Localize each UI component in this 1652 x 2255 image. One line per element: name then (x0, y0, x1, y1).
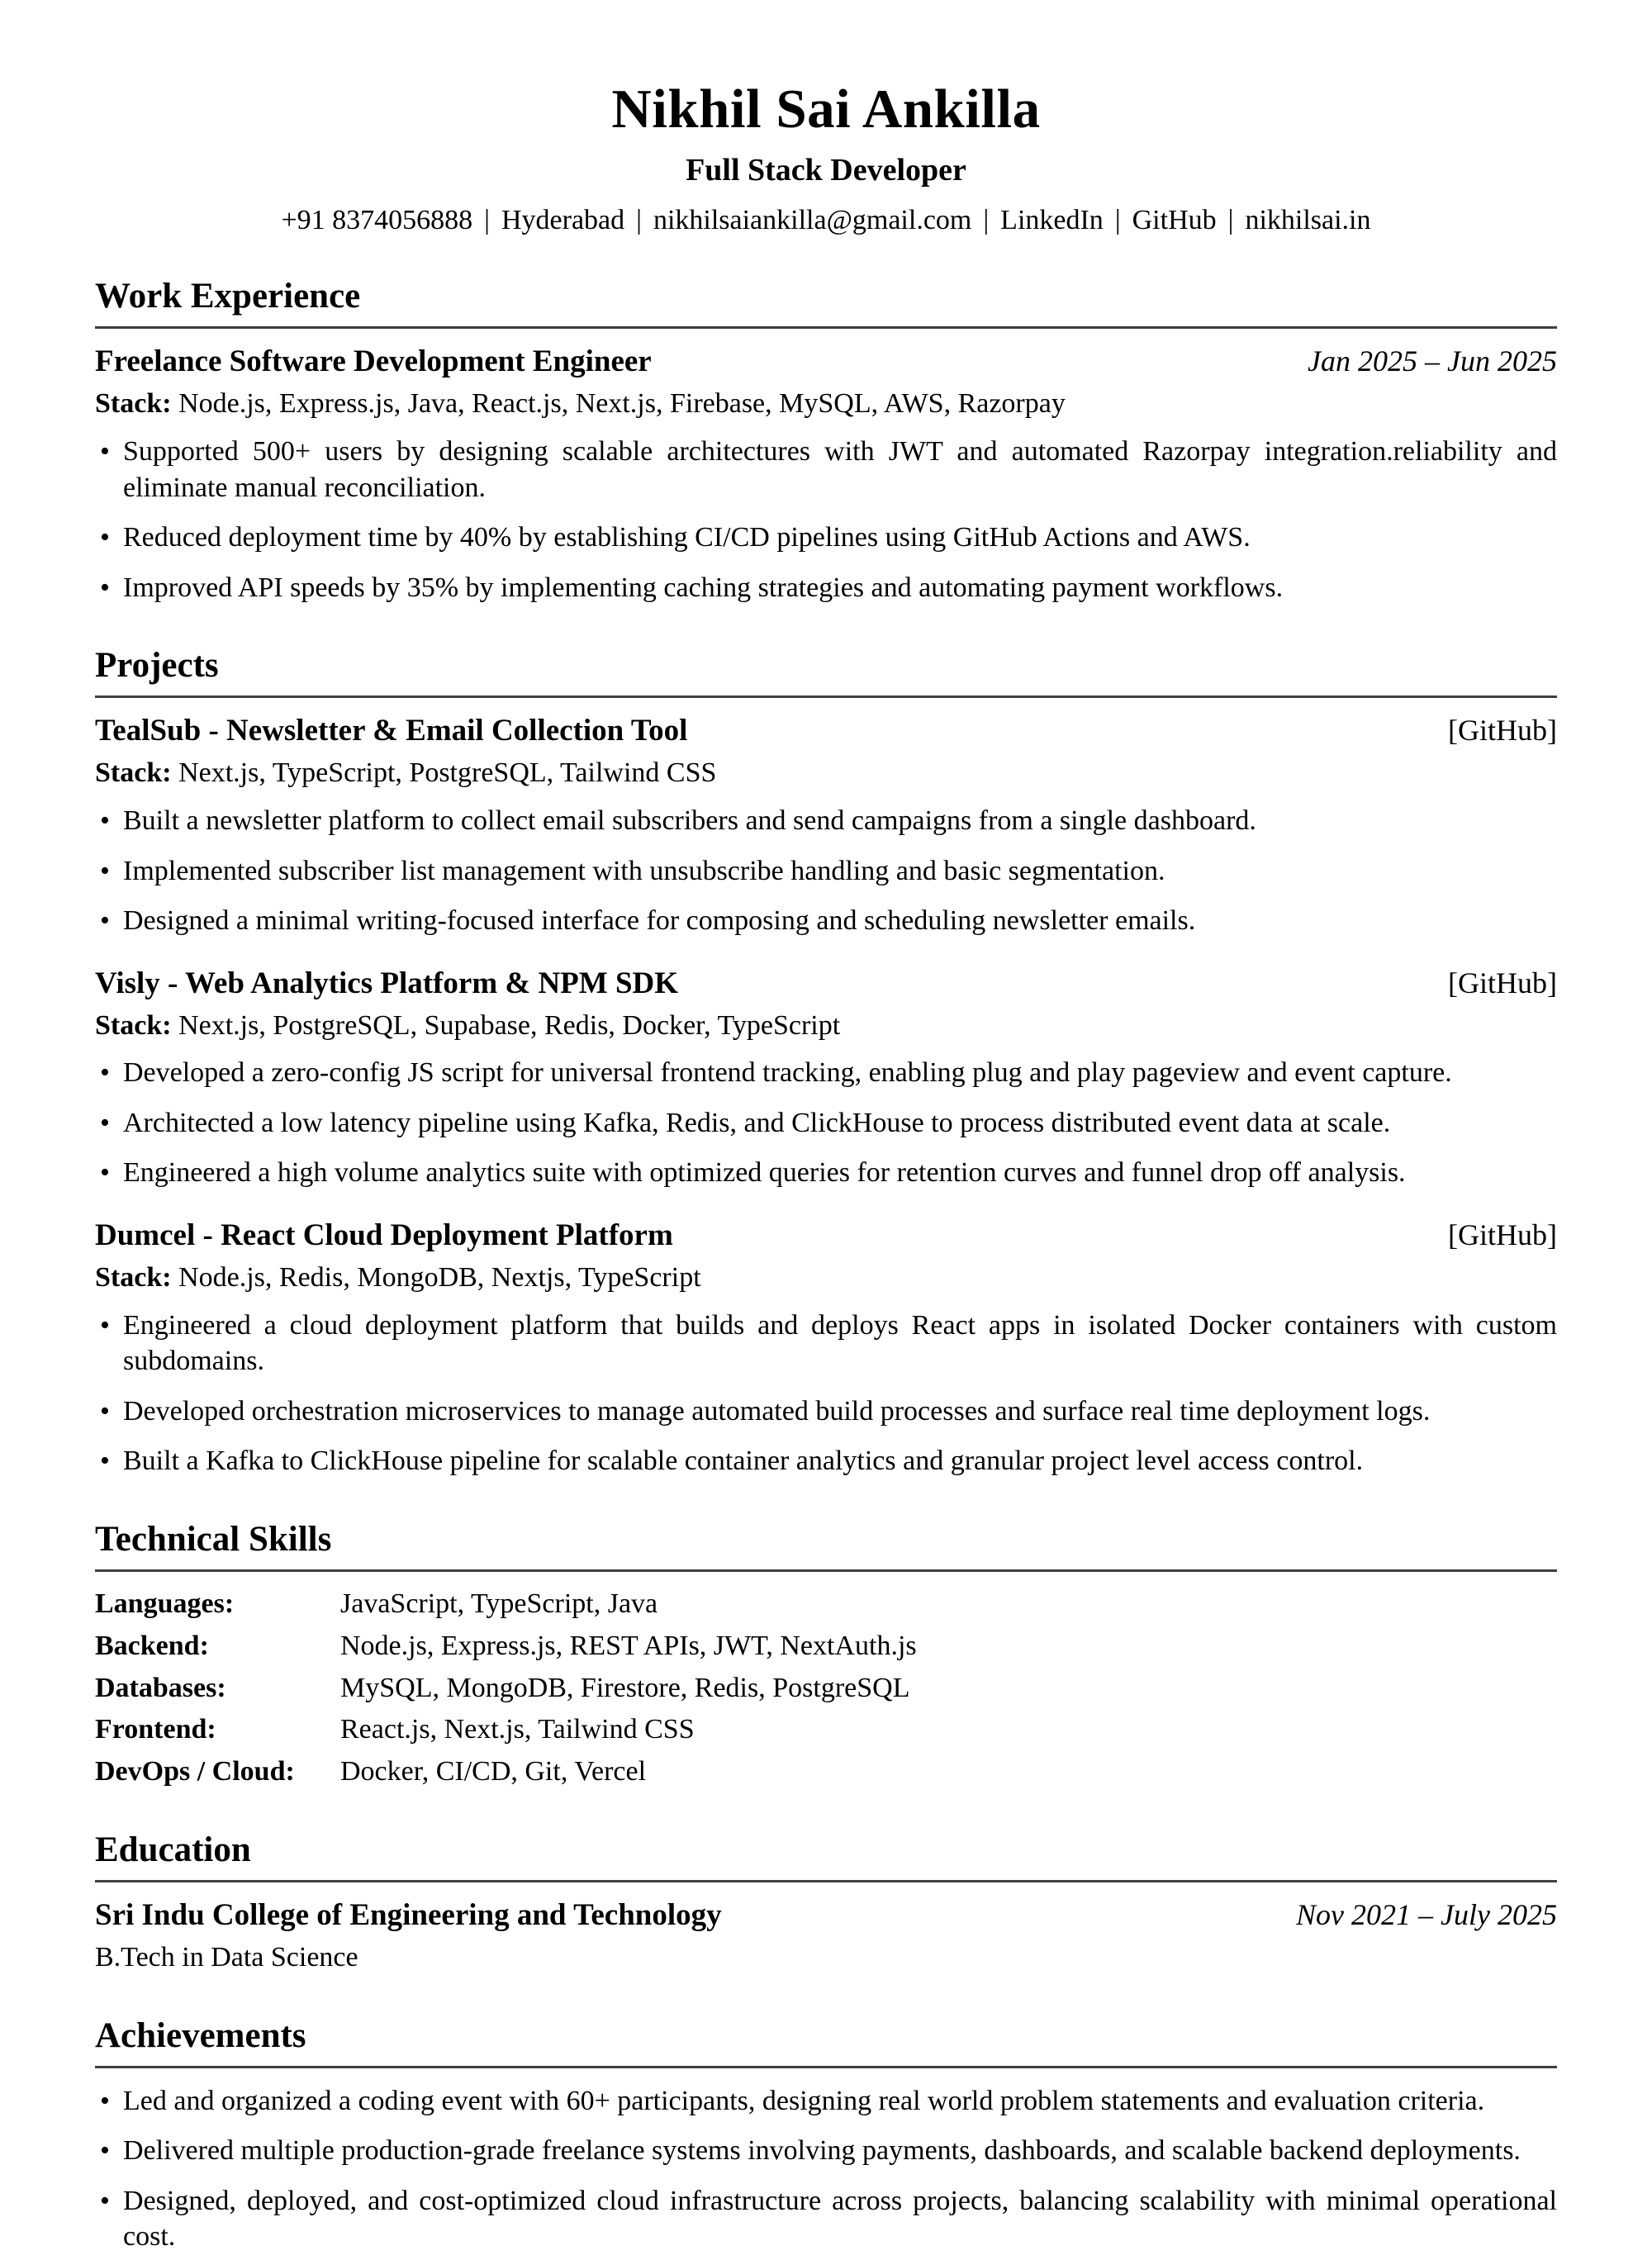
achievement-item: • Designed, deployed, and cost-optimized cloud infrastructure across projects, balancing scalability with minimal operational cost. (95, 2183, 1557, 2255)
skill-label: Backend: (95, 1630, 209, 1661)
contact-separator: | (1114, 205, 1121, 236)
degree: B.Tech in Data Science (95, 1942, 358, 1973)
resume-header (95, 79, 1557, 236)
education-entry (95, 1897, 1557, 1976)
project-github-link[interactable]: [GitHub] (1448, 966, 1557, 999)
project-title: TealSub - Newsletter & Email Collection Tool (95, 714, 688, 748)
job-entry (95, 344, 1557, 605)
project-bullet-item: • Built a newsletter platform to collect email subscribers and send campaigns from a single dashboard. (95, 803, 1557, 839)
job-bullet-item: • Reduced deployment time by 40% by establishing CI/CD pipelines using GitHub Actions and AWS. (95, 520, 1557, 556)
job-bullet-item: • Improved API speeds by 35% by implementing caching strategies and automating payment workflows. (95, 570, 1557, 606)
projects-section-heading: Projects (95, 646, 219, 686)
job-date: Jan 2025 – Jun 2025 (1308, 344, 1557, 378)
contact-separator: | (636, 205, 642, 236)
project-entry-tealsub (95, 713, 1557, 938)
contact-line (95, 205, 1557, 236)
achievements-section-heading: Achievements (95, 2015, 306, 2055)
work-section-heading: Work Experience (95, 277, 361, 316)
skills-table (95, 1587, 1557, 1790)
skills-section-heading: Technical Skills (95, 1519, 332, 1559)
skill-value: JavaScript, TypeScript, Java (340, 1588, 658, 1619)
project-entry-dumcel (95, 1218, 1557, 1479)
skill-label: Databases: (95, 1672, 226, 1703)
section-rule (95, 695, 1557, 698)
stack-value: Next.js, TypeScript, PostgreSQL, Tailwind CSS (178, 757, 717, 789)
project-bullet-item: • Architected a low latency pipeline using Kafka, Redis, and ClickHouse to process distributed event data at scale. (95, 1105, 1557, 1142)
skill-label: DevOps / Cloud: (95, 1756, 295, 1787)
contact-linkedin-link[interactable]: LinkedIn (1000, 205, 1104, 236)
project-bullet-item: • Engineered a cloud deployment platform that builds and deploys React apps in isolated Docker containers with custom subdomains. (95, 1308, 1557, 1379)
skill-value: Node.js, Express.js, REST APIs, JWT, NextAuth.js (340, 1630, 917, 1661)
contact-phone: +91 8374056888 (281, 205, 473, 236)
project-bullet-item: • Developed a zero-config JS script for universal frontend tracking, enabling plug and play pageview and event capture. (95, 1055, 1557, 1091)
project-bullet-item: • Engineered a high volume analytics suite with optimized queries for retention curves and funnel drop off analysis. (95, 1155, 1557, 1191)
stack-label: Stack: (95, 1009, 172, 1041)
stack-value: Next.js, PostgreSQL, Supabase, Redis, Docker, TypeScript (178, 1009, 841, 1041)
contact-separator: | (983, 205, 990, 236)
school-name: Sri Indu College of Engineering and Technology (95, 1898, 722, 1933)
skill-label: Frontend: (95, 1714, 216, 1745)
stack-label: Stack: (95, 1262, 172, 1293)
contact-separator: | (484, 205, 490, 236)
project-github-link[interactable]: [GitHub] (1448, 714, 1557, 748)
project-github-link[interactable]: [GitHub] (1448, 1218, 1557, 1251)
contact-separator: | (1227, 205, 1234, 236)
section-rule (95, 1569, 1557, 1572)
project-stack-line (95, 1009, 1557, 1044)
stack-label: Stack: (95, 757, 172, 789)
project-bullet-list (95, 1308, 1557, 1479)
section-achievements (95, 2015, 1557, 2255)
job-bullet-item: • Supported 500+ users by designing scalable architectures with JWT and automated Razorpay integration.reliability and eliminate manual reconciliation. (95, 434, 1557, 506)
skill-label: Languages: (95, 1588, 235, 1619)
contact-github-link[interactable]: GitHub (1132, 205, 1217, 236)
project-bullet-item: • Implemented subscriber list management with unsubscribe handling and basic segmentation. (95, 853, 1557, 890)
section-education (95, 1830, 1557, 1976)
job-stack-line (95, 387, 1557, 422)
stack-value: Node.js, Express.js, Java, React.js, Next.js, Firebase, MySQL, AWS, Razorpay (178, 388, 1066, 420)
project-title: Dumcel - React Cloud Deployment Platform (95, 1218, 673, 1252)
project-entry-head (95, 966, 1557, 1001)
stack-value: Node.js, Redis, MongoDB, Nextjs, TypeScript (178, 1262, 701, 1293)
project-stack-line (95, 1260, 1557, 1296)
skill-value: Docker, CI/CD, Git, Vercel (340, 1756, 647, 1787)
section-rule (95, 326, 1557, 329)
education-date: Nov 2021 – July 2025 (1296, 1898, 1557, 1932)
contact-website-link[interactable]: nikhilsai.in (1245, 205, 1371, 236)
education-section-heading: Education (95, 1830, 251, 1870)
contact-email-link[interactable]: nikhilsaiankilla@gmail.com (653, 205, 972, 236)
project-entry-visly (95, 966, 1557, 1191)
job-bullet-list (95, 434, 1557, 605)
project-bullet-item: • Developed orchestration microservices to manage automated build processes and surface real time deployment logs. (95, 1393, 1557, 1430)
section-technical-skills (95, 1519, 1557, 1790)
section-projects (95, 645, 1557, 1479)
candidate-name: Nikhil Sai Ankilla (611, 78, 1041, 140)
job-entry-head (95, 344, 1557, 379)
candidate-title: Full Stack Developer (686, 153, 966, 188)
project-bullet-list (95, 1055, 1557, 1191)
project-bullet-item: • Designed a minimal writing-focused interface for composing and scheduling newsletter emails. (95, 903, 1557, 939)
achievements-bullet-list (95, 2083, 1557, 2255)
project-bullet-list (95, 803, 1557, 939)
skill-value: React.js, Next.js, Tailwind CSS (340, 1714, 695, 1745)
education-entry-head (95, 1897, 1557, 1933)
section-rule (95, 2066, 1557, 2068)
contact-location: Hyderabad (501, 205, 625, 236)
project-stack-line (95, 756, 1557, 791)
section-rule (95, 1880, 1557, 1882)
project-title: Visly - Web Analytics Platform & NPM SDK (95, 966, 679, 1000)
stack-label: Stack: (95, 388, 172, 420)
skill-value: MySQL, MongoDB, Firestore, Redis, PostgreSQL (340, 1672, 910, 1703)
section-work-experience (95, 276, 1557, 605)
achievement-item: • Led and organized a coding event with 60+ participants, designing real world problem statements and evaluation criteria. (95, 2083, 1557, 2120)
project-entry-head (95, 713, 1557, 748)
project-entry-head (95, 1218, 1557, 1253)
job-title: Freelance Software Development Engineer (95, 344, 652, 379)
project-bullet-item: • Built a Kafka to ClickHouse pipeline for scalable container analytics and granular project level access control. (95, 1443, 1557, 1479)
achievement-item: • Delivered multiple production-grade freelance systems involving payments, dashboards, and scalable backend deployments. (95, 2133, 1557, 2169)
